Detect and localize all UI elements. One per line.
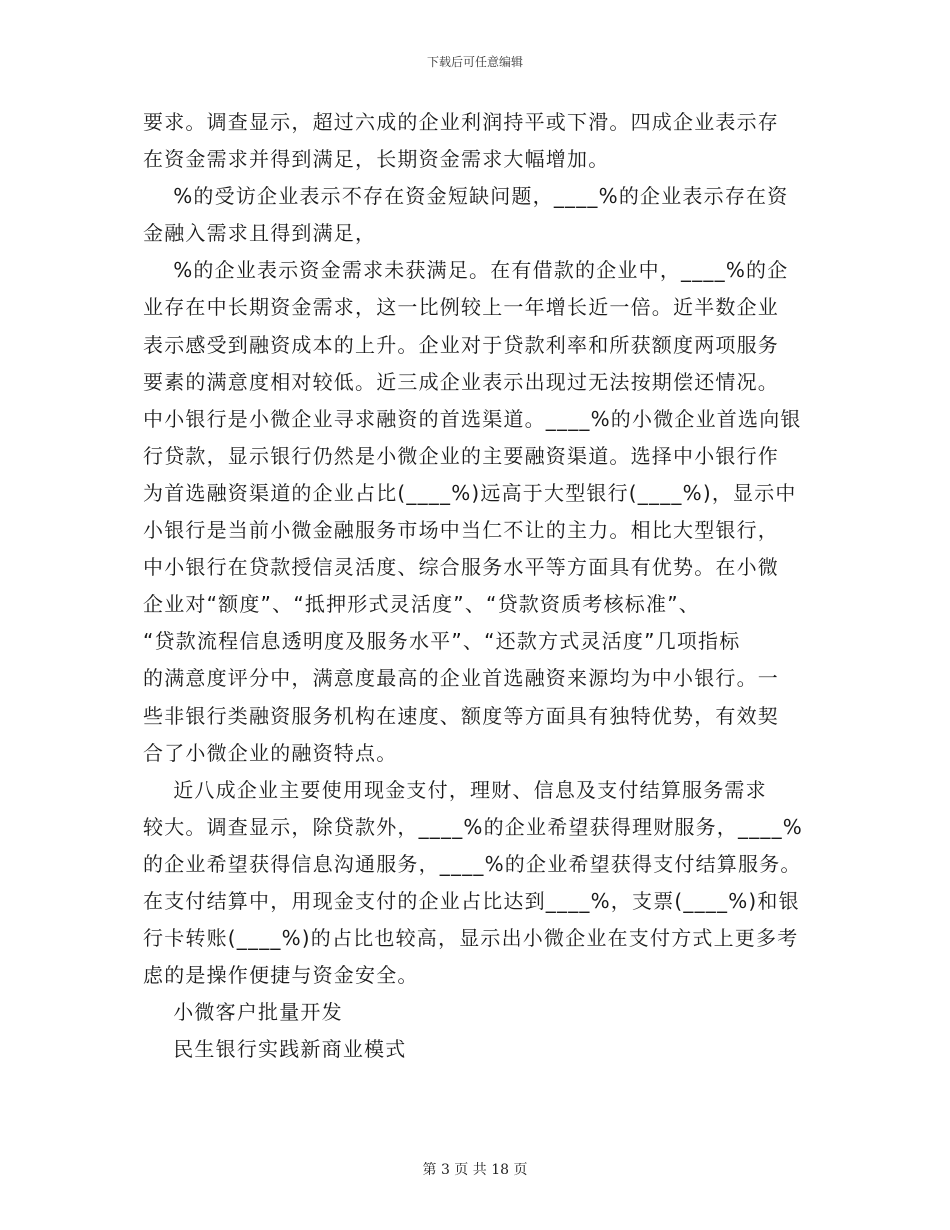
body-line: %的受访企业表示不存在资金短缺问题，____%的企业表示存在资 — [143, 184, 789, 209]
body-line: 虑的是操作便捷与资金安全。 — [143, 963, 419, 988]
body-line: 金融入需求且得到满足， — [143, 221, 377, 246]
body-line: 中小银行是小微企业寻求融资的首选渠道。____%的小微企业首选向银 — [143, 406, 802, 431]
body-line: 企业对“额度”、“抵押形式灵活度”、“贷款资质考核标准”、 — [143, 592, 700, 617]
body-line: 行卡转账(____%)的占比也较高，显示出小微企业在支付方式上更多考 — [143, 926, 799, 951]
document-body — [143, 104, 813, 1068]
body-line: 小银行是当前小微金融服务市场中当仁不让的主力。相比大型银行， — [143, 518, 779, 543]
body-line: 近八成企业主要使用现金支付，理财、信息及支付结算服务需求 — [143, 777, 767, 802]
body-line: 行贷款，显示银行仍然是小微企业的主要融资渠道。选择中小银行作 — [143, 443, 779, 468]
body-line: 较大。调查显示，除贷款外，____%的企业希望获得理财服务，____% — [143, 814, 804, 839]
body-line: 小微客户批量开发 — [143, 1000, 343, 1025]
body-line: 在支付结算中，用现金支付的企业占比达到____%，支票(____%)和银 — [143, 888, 800, 913]
body-line: 业存在中长期资金需求，这一比例较上一年增长近一倍。近半数企业 — [143, 295, 779, 320]
body-line: 在资金需求并得到满足，长期资金需求大幅增加。 — [143, 147, 610, 172]
body-line: 合了小微企业的融资特点。 — [143, 740, 398, 765]
body-line: 要素的满意度相对较低。近三成企业表示出现过无法按期偿还情况。 — [143, 369, 779, 394]
body-line: %的企业表示资金需求未获满足。在有借款的企业中，____%的企 — [143, 258, 789, 283]
body-line: 些非银行类融资服务机构在速度、额度等方面具有独特优势，有效契 — [143, 703, 779, 728]
page-header: 下载后可任意编辑 — [426, 55, 523, 69]
body-line: 要求。调查显示，超过六成的企业利润持平或下滑。四成企业表示存 — [143, 110, 779, 134]
body-line: 为首选融资渠道的企业占比(____%)远高于大型银行(____%)，显示中 — [143, 480, 797, 505]
page-footer: 第 3 页 共 18 页 — [422, 1162, 528, 1178]
body-line: 表示感受到融资成本的上升。企业对于贷款利率和所获额度两项服务 — [143, 332, 779, 357]
body-line: 民生银行实践新商业模式 — [143, 1037, 407, 1062]
body-line: 的满意度评分中，满意度最高的企业首选融资来源均为中小银行。一 — [143, 666, 779, 691]
body-line: 中小银行在贷款授信灵活度、综合服务水平等方面具有优势。在小微 — [143, 555, 779, 580]
body-line: 的企业希望获得信息沟通服务，____%的企业希望获得支付结算服务。 — [143, 851, 802, 876]
body-line: “贷款流程信息透明度及服务水平”、“还款方式灵活度”几项指标 — [143, 629, 741, 654]
